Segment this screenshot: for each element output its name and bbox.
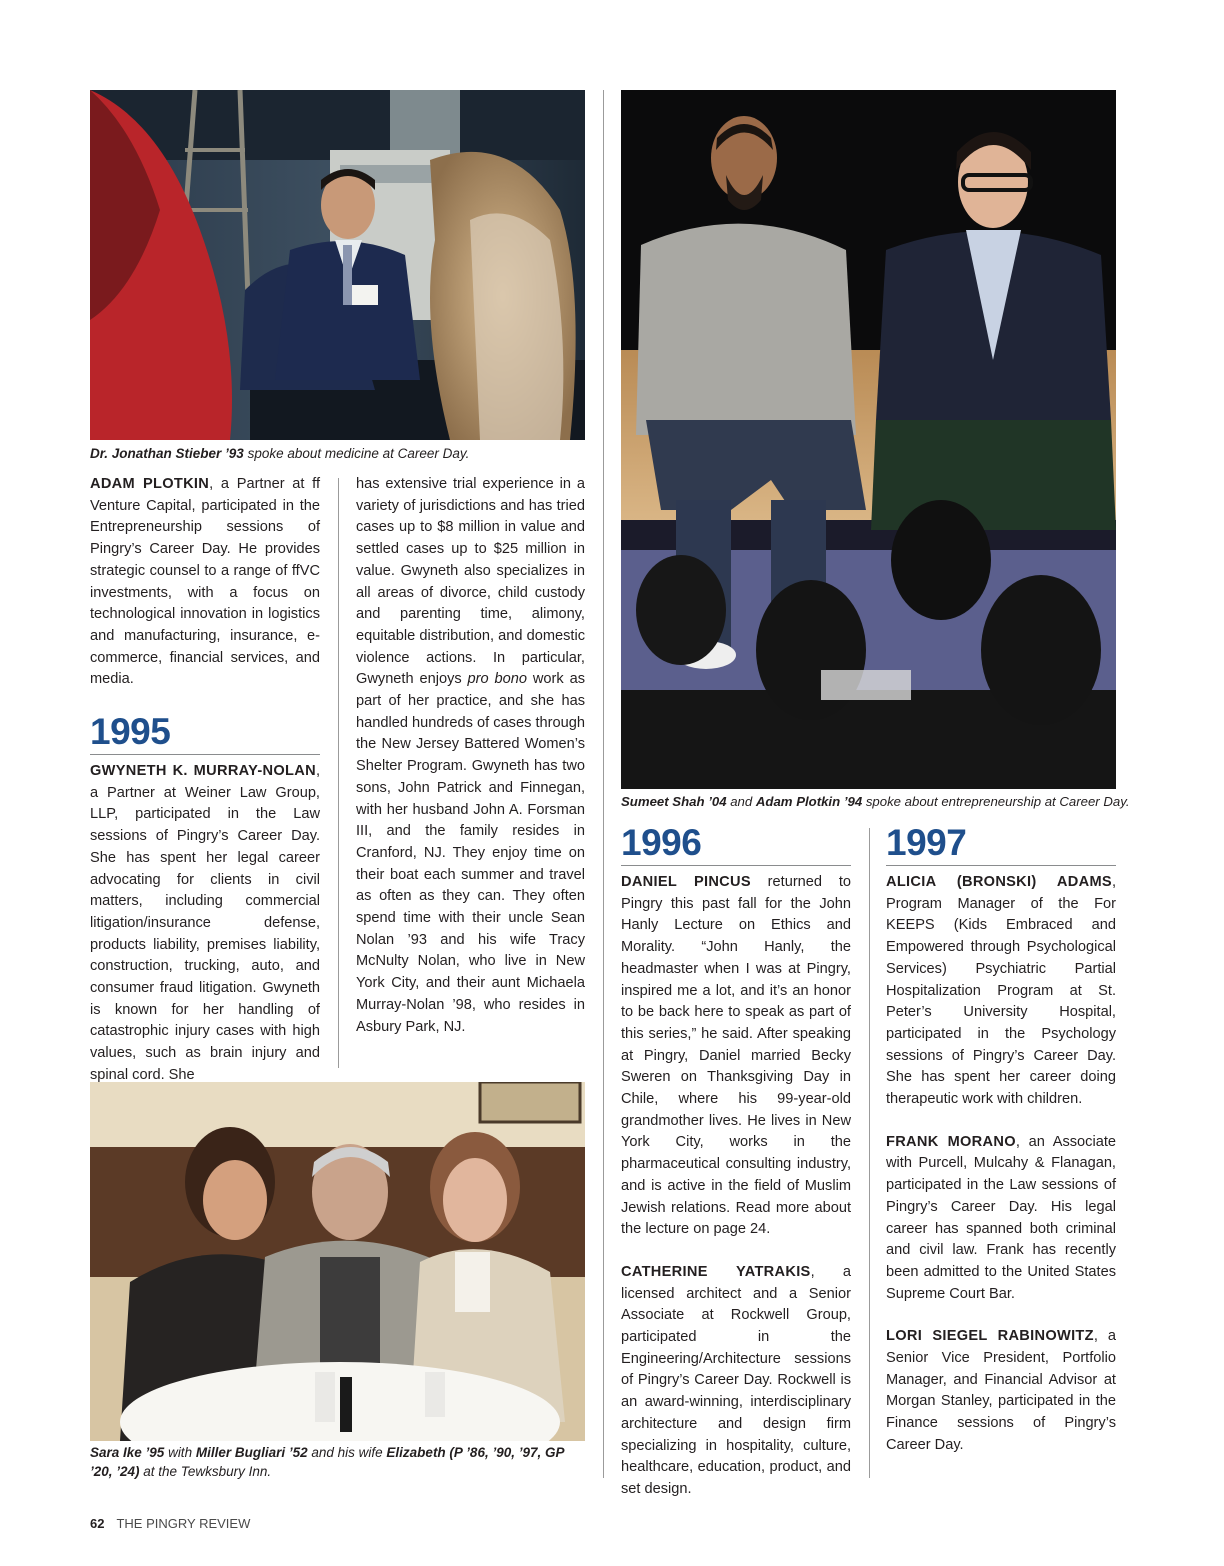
entry-name: CATHERINE YATRAKIS xyxy=(621,1263,811,1280)
photo-stieber xyxy=(90,90,585,440)
entry-text: work as part of her practice, and she has handled hundreds of cases through the New Jersey Battered Women’s Shelter Program. Gwyneth has two sons, John Patrick and Finnegan, with her husband John A. Forsman III, and the family resides in Cranford, NJ. They enjoy time on their boat each summer and travel as often as they can. They often spend time with their uncle Sean Nolan ’93 and his wife Tracy McNulty Nolan, who live in New York City, and their aunt Michaela Murray-Nolan ’98, who resides in Asbury Park, NJ. xyxy=(356,671,585,1035)
entry-rabinowitz xyxy=(886,1326,1116,1456)
column-4 xyxy=(886,823,1116,1457)
entry-text: , a Senior Vice President, Portfolio Manager, and Financial Advisor at Morgan Stanley, participated in the Finance sessions of Pingry’s Career Day. xyxy=(886,1328,1116,1453)
caption-name: Miller Bugliari ’52 xyxy=(195,1445,308,1460)
year-heading-1997: 1997 xyxy=(886,823,1116,866)
column-3 xyxy=(621,823,851,1501)
caption-text: spoke about entrepreneurship at Career Day. xyxy=(862,794,1130,809)
caption-text: spoke about medicine at Career Day. xyxy=(243,446,470,461)
entry-name: GWYNETH K. MURRAY-NOLAN xyxy=(90,763,316,780)
entry-text: , a licensed architect and a Senior Associate at Rockwell Group, participated in the Engineering/Architecture sessions of Pingry’s Career Day. Rockwell is an award-winning, interdisciplinary architecture and design firm specializing in hospitality, culture, healthcare, education, product, and set design. xyxy=(621,1263,851,1497)
page-divider xyxy=(603,90,604,1478)
caption-text: with xyxy=(164,1445,196,1460)
photo-ike-bugliari xyxy=(90,1082,585,1441)
page-number: 62 xyxy=(90,1516,105,1531)
entry-name: DANIEL PINCUS xyxy=(621,874,751,890)
entry-murray-nolan-cont xyxy=(356,474,585,1038)
entry-name: FRANK MORANO xyxy=(886,1133,1016,1150)
caption-name: Dr. Jonathan Stieber ’93 xyxy=(90,446,244,461)
entry-name: ALICIA (BRONSKI) ADAMS xyxy=(886,874,1112,890)
column-2 xyxy=(356,474,585,1038)
year-heading-1995: 1995 xyxy=(90,712,320,755)
column-divider xyxy=(869,828,870,1478)
caption-name: Sara Ike ’95 xyxy=(90,1445,165,1460)
caption-text: at the Tewksbury Inn. xyxy=(139,1464,272,1479)
entry-text: returned to Pingry this past fall for the John Hanly Lecture on Ethics and Morality. “John Hanly, the headmaster when I was at Pingry, inspired me a lot, and it’s an honor to be back here to speak as part of this series,” he said. After speaking at Pingry, Daniel married Becky Sweren on Thanksgiving Day in Chile, where his 99-year-old grandmother lives. He lives in New York City, works in the pharmaceutical consulting industry, and is active in the field of Muslim Jewish relations. Read more about the lecture on page 24. xyxy=(621,874,851,1238)
publication-name: THE PINGRY REVIEW xyxy=(116,1516,251,1531)
caption-text: and xyxy=(726,794,756,809)
caption-name: Sumeet Shah ’04 xyxy=(621,794,727,809)
entry-name: LORI SIEGEL RABINOWITZ xyxy=(886,1328,1094,1345)
entry-name: ADAM PLOTKIN xyxy=(90,476,210,492)
column-divider xyxy=(338,478,339,1068)
caption-name: Elizabeth (P ’86, ’90, ’97, GP ’20, ’24) xyxy=(90,1445,564,1479)
entry-yatrakis xyxy=(621,1262,851,1501)
caption-stieber xyxy=(90,444,585,463)
caption-name: Adam Plotkin ’94 xyxy=(755,794,863,809)
entry-morano xyxy=(886,1132,1116,1306)
entry-adams xyxy=(886,872,1116,1111)
entry-text-italic: pro bono xyxy=(467,671,527,688)
caption-ike-bugliari xyxy=(90,1443,585,1481)
page-footer xyxy=(90,1516,250,1531)
photo-shah-plotkin xyxy=(621,90,1116,789)
year-heading-1996: 1996 xyxy=(621,823,851,866)
entry-plotkin xyxy=(90,474,320,691)
entry-text: , an Associate with Purcell, Mulcahy & Flanagan, participated in the Law sessions of Pingry’s Career Day. His legal career has spanned both criminal and civil law. Frank has recently been admitted to the United States Supreme Court Bar. xyxy=(886,1133,1116,1302)
entry-text: , a Partner at ff Venture Capital, participated in the Entrepreneurship sessions of Pingry’s Career Day. He provides strategic counsel to a range of ffVC investments, with a focus on technological innovation in logistics and manufacturing, insurance, e-commerce, financial services, and media. xyxy=(90,476,321,688)
entry-text: , a Partner at Weiner Law Group, LLP, participated in the Law sessions of Pingry’s Career Day. She has spent her legal career advocating for clients in civil matters, including commercial litigation/insurance defense, products liability, premises liability, construction, trucking, auto, and consumer fraud litigation. Gwyneth is known for her handling of catastrophic injury cases with high values, such as brain injury and spinal cord. She xyxy=(90,763,320,1083)
column-1 xyxy=(90,474,320,1087)
entry-pincus xyxy=(621,872,851,1241)
entry-text: , Program Manager of the For KEEPS (Kids Embraced and Empowered through Psychological Services) Psychiatric Partial Hospitalization Program at St. Peter’s University Hospital, participated in the Psychology sessions of Pingry’s Career Day. She has spent her career doing therapeutic work with children. xyxy=(886,874,1116,1108)
entry-text: has extensive trial experience in a variety of jurisdictions and has tried cases up to $8 million in value and settled cases up to $25 million in value. Gwyneth also specializes in all areas of divorce, child custody and parenting time, alimony, equitable distribution, and domestic violence actions. In particular, Gwyneth enjoys xyxy=(356,476,585,688)
caption-shah-plotkin xyxy=(621,792,1141,811)
caption-text: and his wife xyxy=(307,1445,387,1460)
entry-murray-nolan xyxy=(90,761,320,1087)
